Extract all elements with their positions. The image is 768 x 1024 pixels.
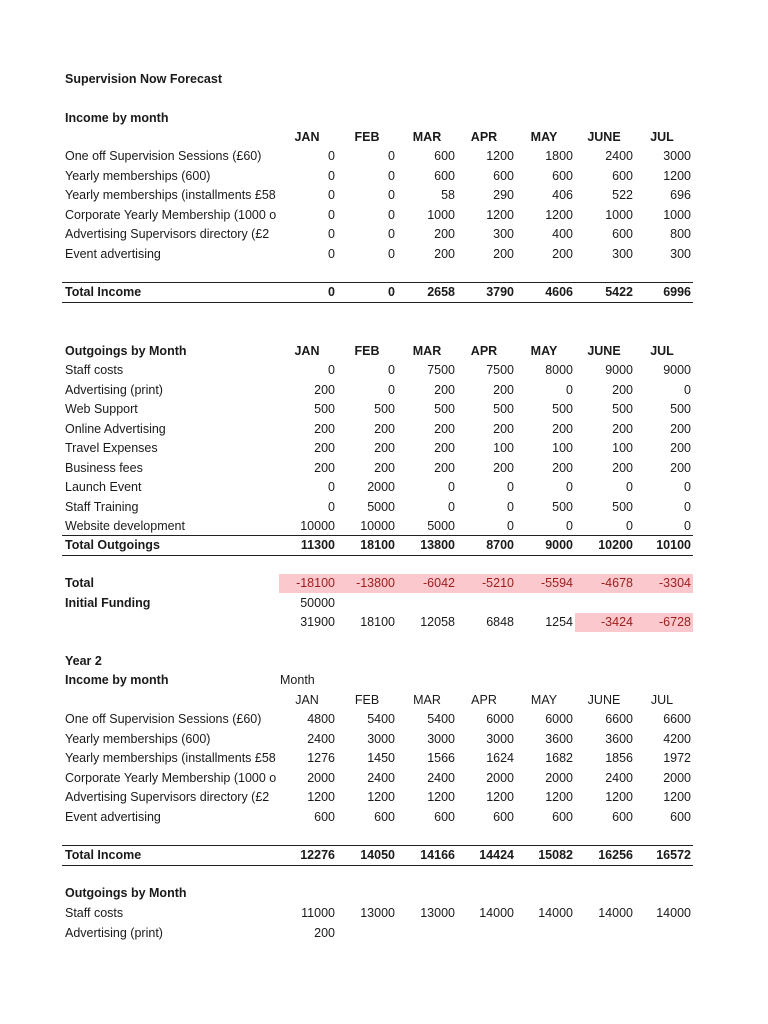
section-heading: Income by month [65,673,169,687]
cell[interactable]: 1200 [486,790,514,804]
cell[interactable]: 1682 [545,751,573,765]
cell[interactable]: 600 [314,809,335,824]
month-header: JUNE [587,344,621,358]
cell[interactable]: 200 [670,460,691,475]
cell[interactable]: 0 [388,363,395,377]
cell[interactable]: 500 [374,402,395,416]
row-label: One off Supervision Sessions (£60) [65,712,262,726]
row-label: Advertising (print) [65,382,163,397]
cell[interactable]: 600 [612,809,633,824]
cell[interactable]: 14000 [538,906,573,920]
cell[interactable]: 600 [493,168,514,183]
cell[interactable]: 406 [552,188,573,202]
cell[interactable]: 11000 [301,906,335,920]
month-header: FEB [354,693,380,707]
cell[interactable]: 200 [314,421,335,436]
cell[interactable]: 1200 [367,790,395,804]
cell[interactable]: 500 [552,402,573,416]
income-heading-row [0,109,768,128]
cell[interactable]: 500 [552,499,573,514]
cell-negative[interactable]: -5594 [541,576,573,590]
row-label: Yearly memberships (installments £58 [65,188,276,202]
cell[interactable]: 2658 [427,285,455,299]
table-row [0,167,768,186]
cell[interactable]: 100 [612,441,633,455]
cell[interactable]: 3600 [545,731,573,746]
month-header-row [0,691,768,710]
cell[interactable]: 2400 [605,149,633,163]
cell[interactable]: 600 [434,149,455,163]
cell[interactable]: 2000 [545,770,573,785]
month-header-row [0,128,768,147]
cell[interactable]: 10000 [300,519,335,533]
row-label: Initial Funding [65,596,151,610]
cell[interactable]: 0 [448,480,455,494]
cell[interactable]: 0 [388,168,395,183]
cell[interactable]: 300 [670,246,691,261]
month-header: MAR [413,693,441,707]
row-label: Total Income [65,848,142,862]
table-row [0,498,768,517]
month-label: Month [280,673,315,687]
row-label: Advertising Supervisors directory (£2 [65,227,270,241]
month-header: JUL [650,130,674,144]
page-title: Supervision Now Forecast [65,72,222,86]
divider [62,302,693,303]
cell[interactable]: 0 [684,382,691,397]
row-label: Event advertising [65,809,161,824]
cell[interactable]: 200 [434,246,455,261]
row-label: Total Income [65,285,142,299]
total-income-row [0,283,768,302]
cell[interactable]: 7500 [427,363,455,377]
table-row [0,924,768,943]
cell[interactable]: 16256 [598,848,633,862]
month-header: MAY [530,130,558,144]
cell[interactable]: 522 [612,188,633,202]
cell[interactable]: 1200 [663,790,691,804]
row-label: Advertising (print) [65,925,163,940]
year2-income-heading-row [0,671,768,690]
cell[interactable]: 600 [612,227,633,241]
row-label: Yearly memberships (600) [65,168,211,183]
month-header: APR [471,693,497,707]
cell[interactable]: 12058 [420,615,455,629]
cell[interactable]: 31900 [300,615,335,629]
month-header: MAY [530,693,558,707]
cell[interactable]: 300 [493,227,514,241]
cell[interactable]: 1800 [545,149,573,163]
cell[interactable]: 3000 [427,731,455,746]
cell[interactable]: 200 [314,441,335,455]
cell[interactable]: 500 [612,499,633,514]
row-label: Total Outgoings [65,538,160,552]
table-row [0,439,768,458]
cell[interactable]: 4800 [307,712,335,726]
cell[interactable]: 0 [328,363,335,377]
outgoings-heading-row [0,342,768,361]
cell[interactable]: 200 [612,460,633,475]
cell[interactable]: 0 [388,246,395,261]
month-header: JAN [295,693,319,707]
cell[interactable]: 200 [670,421,691,436]
cell[interactable]: 15082 [538,848,573,862]
cell[interactable]: 200 [552,246,573,261]
cell[interactable]: 3000 [663,149,691,163]
cell[interactable]: 8000 [545,363,573,377]
cell[interactable]: 600 [552,168,573,183]
cell[interactable]: 200 [374,460,395,475]
cell[interactable]: 14000 [598,906,633,920]
cell[interactable]: 18100 [360,615,395,629]
table-row [0,420,768,439]
cell[interactable]: 11300 [300,538,335,552]
cell[interactable]: 10200 [598,538,633,552]
cell[interactable]: 16572 [656,848,691,862]
row-label: One off Supervision Sessions (£60) [65,149,262,163]
cell[interactable]: 14424 [479,848,514,862]
month-header: JUL [650,693,674,707]
cell[interactable]: 5422 [605,285,633,299]
cell-negative[interactable]: -13800 [356,576,395,590]
cell[interactable]: 4200 [663,731,691,746]
cell[interactable]: 500 [612,402,633,416]
row-label: Corporate Yearly Membership (1000 o [65,770,277,785]
table-row [0,517,768,536]
cell[interactable]: 0 [507,519,514,533]
row-label: Launch Event [65,480,142,494]
cell[interactable]: 0 [566,519,573,533]
row-label: Staff Training [65,499,139,514]
cell[interactable]: 0 [388,188,395,202]
cell[interactable]: 0 [566,480,573,494]
section-heading: Outgoings by Month [65,886,187,900]
balance-row [0,613,768,632]
cell[interactable]: 14166 [420,848,455,862]
cell[interactable]: 12276 [300,848,335,862]
cell[interactable]: 3790 [486,285,514,299]
cell[interactable]: 0 [328,480,335,494]
cell[interactable]: 200 [434,382,455,397]
cell[interactable]: 1200 [605,790,633,804]
table-row [0,769,768,788]
cell[interactable]: 0 [328,246,335,261]
cell[interactable]: 1000 [663,207,691,222]
row-label: Advertising Supervisors directory (£2 [65,790,270,804]
cell[interactable]: 2000 [663,770,691,785]
cell[interactable]: 0 [388,382,395,397]
month-header: JUNE [587,693,621,707]
cell[interactable]: 600 [493,809,514,824]
cell[interactable]: 3600 [605,731,633,746]
cell[interactable]: 0 [328,499,335,514]
cell[interactable]: 2400 [427,770,455,785]
cell[interactable]: 14050 [360,848,395,862]
cell[interactable]: 200 [434,460,455,475]
section-heading: Year 2 [65,654,102,668]
cell[interactable]: 200 [434,421,455,436]
table-row [0,225,768,244]
cell[interactable]: 0 [566,382,573,397]
month-header: JAN [294,130,320,144]
cell[interactable]: 1200 [486,207,514,222]
cell[interactable]: 0 [388,149,395,163]
row-label: Yearly memberships (installments £58 [65,751,276,765]
cell[interactable]: 50000 [300,596,335,610]
cell[interactable]: 3000 [367,731,395,746]
cell[interactable]: 9000 [605,363,633,377]
cell[interactable]: 600 [552,809,573,824]
table-row [0,245,768,264]
month-header: MAR [412,344,442,358]
cell-negative[interactable]: -5210 [482,576,514,590]
cell-negative[interactable]: -3424 [601,615,633,629]
cell[interactable]: 500 [493,402,514,416]
cell[interactable]: 0 [448,499,455,514]
cell[interactable]: 500 [314,402,335,416]
table-row [0,710,768,729]
cell[interactable]: 0 [684,480,691,494]
cell[interactable]: 2000 [486,770,514,785]
table-row [0,400,768,419]
cell[interactable]: 1276 [307,751,335,765]
cell[interactable]: 58 [441,188,455,202]
cell[interactable]: 0 [328,188,335,202]
row-label: Total [65,576,94,590]
cell[interactable]: 6000 [545,712,573,726]
cell[interactable]: 14000 [479,906,514,920]
cell[interactable]: 0 [388,207,395,222]
cell[interactable]: 5400 [427,712,455,726]
cell[interactable]: 1200 [663,168,691,183]
cell[interactable]: 200 [314,460,335,475]
cell[interactable]: 6600 [663,712,691,726]
cell[interactable]: 10000 [360,519,395,533]
cell[interactable]: 696 [670,188,691,202]
cell[interactable]: 2400 [307,731,335,746]
row-label: Website development [65,519,185,533]
cell[interactable]: 2400 [367,770,395,785]
cell[interactable]: 200 [493,382,514,397]
month-header: FEB [354,130,380,144]
cell[interactable]: 500 [670,402,691,416]
divider [62,865,693,866]
row-label: Corporate Yearly Membership (1000 o [65,207,277,222]
cell[interactable]: 200 [374,421,395,436]
row-label: Staff costs [65,363,124,377]
cell[interactable]: 9000 [663,363,691,377]
table-row [0,808,768,827]
cell[interactable]: 10100 [656,538,691,552]
cell[interactable]: 6600 [605,712,633,726]
cell[interactable]: 2000 [367,480,395,494]
row-label: Event advertising [65,246,161,261]
table-row [0,788,768,807]
cell[interactable]: 1200 [427,790,455,804]
divider [62,555,693,556]
cell[interactable]: 1566 [427,751,455,765]
cell[interactable]: 2400 [605,770,633,785]
cell[interactable]: 13800 [420,538,455,552]
month-header: MAR [412,130,442,144]
month-header: MAY [530,344,558,358]
cell[interactable]: 600 [670,809,691,824]
cell[interactable]: 0 [328,285,335,299]
table-row [0,381,768,400]
table-row [0,749,768,768]
month-header: JUL [650,344,674,358]
cell[interactable]: 200 [314,925,335,940]
cell[interactable]: 13000 [420,906,455,920]
net-total-row [0,574,768,593]
cell[interactable]: 1254 [545,615,573,629]
cell[interactable]: 5000 [427,519,455,533]
table-row [0,361,768,380]
row-label: Yearly memberships (600) [65,731,211,746]
cell-negative[interactable]: -4678 [601,576,633,590]
cell[interactable]: 7500 [486,363,514,377]
cell[interactable]: 5400 [367,712,395,726]
section-heading: Income by month [65,111,169,125]
cell[interactable]: 500 [434,402,455,416]
cell[interactable]: 0 [507,499,514,514]
row-label: Business fees [65,460,143,475]
cell[interactable]: 5000 [367,499,395,514]
cell[interactable]: 1200 [545,790,573,804]
table-row [0,206,768,225]
cell[interactable]: 14000 [656,906,691,920]
cell[interactable]: 100 [493,441,514,455]
cell[interactable]: 18100 [360,538,395,552]
row-label: Staff costs [65,906,124,920]
table-row [0,904,768,923]
cell[interactable]: 600 [612,168,633,183]
cell[interactable]: 300 [612,246,633,261]
cell[interactable]: 200 [493,421,514,436]
section-heading: Outgoings by Month [65,344,187,358]
cell[interactable]: 290 [493,188,514,202]
title-row [0,70,768,89]
table-row [0,186,768,205]
month-header: JAN [294,344,320,358]
month-header: JUNE [587,130,621,144]
cell[interactable]: 1000 [427,207,455,222]
cell[interactable]: 1200 [307,790,335,804]
cell[interactable]: 200 [493,460,514,475]
cell[interactable]: 2000 [307,770,335,785]
cell[interactable]: 200 [612,382,633,397]
cell-negative[interactable]: -6728 [659,615,691,629]
cell[interactable]: 1972 [663,751,691,765]
cell[interactable]: 8700 [486,538,514,552]
total-income-row [0,846,768,865]
cell[interactable]: 0 [626,480,633,494]
table-row [0,459,768,478]
year2-outgoings-heading-row [0,884,768,903]
month-header: APR [470,344,498,358]
cell[interactable]: 400 [552,227,573,241]
cell[interactable]: 13000 [360,906,395,920]
cell[interactable]: 600 [374,809,395,824]
cell[interactable]: 200 [670,441,691,455]
cell[interactable]: 0 [328,149,335,163]
cell[interactable]: 0 [328,168,335,183]
cell[interactable]: 1200 [545,207,573,222]
cell[interactable]: 200 [434,227,455,241]
cell[interactable]: 0 [626,519,633,533]
total-outgoings-row [0,536,768,555]
table-row [0,147,768,166]
cell-negative[interactable]: -6042 [423,576,455,590]
row-label: Online Advertising [65,421,166,436]
cell[interactable]: 200 [612,421,633,436]
cell[interactable]: 6000 [486,712,514,726]
cell[interactable]: 0 [388,227,395,241]
cell[interactable]: 0 [328,227,335,241]
cell[interactable]: 200 [493,246,514,261]
cell[interactable]: 6996 [663,285,691,299]
cell[interactable]: 600 [434,809,455,824]
month-header: APR [470,130,498,144]
cell[interactable]: 1200 [486,149,514,163]
cell[interactable]: 0 [684,519,691,533]
cell-negative[interactable]: -18100 [296,576,335,590]
cell[interactable]: 0 [507,480,514,494]
initial-funding-row [0,594,768,613]
cell[interactable]: 0 [328,207,335,222]
cell-negative[interactable]: -3304 [659,576,691,590]
cell[interactable]: 200 [552,460,573,475]
cell[interactable]: 4606 [545,285,573,299]
month-header: FEB [354,344,380,358]
cell[interactable]: 200 [552,421,573,436]
table-row [0,730,768,749]
cell[interactable]: 600 [434,168,455,183]
cell[interactable]: 100 [552,441,573,455]
cell[interactable]: 200 [374,441,395,455]
cell[interactable]: 9000 [545,538,573,552]
cell[interactable]: 200 [434,441,455,455]
cell[interactable]: 1450 [367,751,395,765]
cell[interactable]: 200 [314,382,335,397]
cell[interactable]: 0 [388,285,395,299]
table-row [0,478,768,497]
row-label: Travel Expenses [65,441,158,455]
cell[interactable]: 1000 [605,207,633,222]
cell[interactable]: 800 [670,227,691,241]
cell[interactable]: 0 [684,499,691,514]
row-label: Web Support [65,402,138,416]
cell[interactable]: 3000 [486,731,514,746]
cell[interactable]: 6848 [486,615,514,629]
year2-heading-row [0,652,768,671]
cell[interactable]: 1624 [486,751,514,765]
cell[interactable]: 1856 [605,751,633,765]
